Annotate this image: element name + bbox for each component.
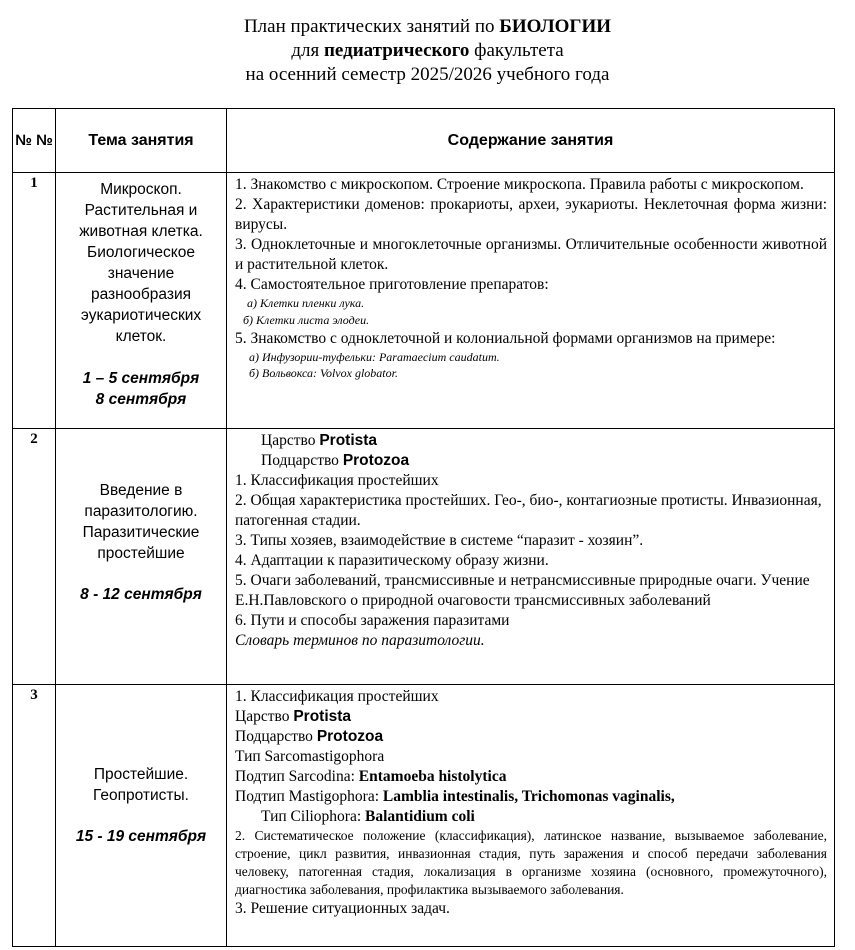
header-topic: Тема занятия [56, 109, 227, 173]
subkingdom-name: Protozoa [316, 728, 384, 745]
topic-cell [56, 685, 227, 947]
table-row [13, 429, 835, 685]
title-text: факультета [469, 40, 564, 61]
table-row [13, 685, 835, 947]
organism-name: Balantidium coli [365, 808, 475, 825]
content-item: 3. Решение ситуационных задач. [235, 900, 450, 917]
organism-name: Lamblia intestinalis, Trichomonas vaginalis, [382, 788, 675, 805]
organism-name: Entamoeba histolytica [358, 768, 507, 785]
kingdom-label: Царство [235, 708, 294, 725]
document-title [0, 15, 855, 87]
title-line-1 [0, 15, 855, 39]
content-item: 3. Одноклеточные и многоклеточные организмы. Отличительные особенности животной и растительной клеток. [235, 236, 827, 273]
topic-title: Микроскоп. Растительная и животная клетка. Биологическое значение разнообразия эукариотических клеток. [79, 181, 203, 345]
content-subkingdom [235, 727, 827, 747]
content-cell [227, 685, 835, 947]
title-line-3: на осенний семестр 2025/2026 учебного года [245, 64, 610, 85]
title-subject: БИОЛОГИИ [499, 16, 612, 37]
content-cell [227, 429, 835, 685]
content-cell [227, 173, 835, 429]
content-subitem: а) Клетки пленки лука. [247, 296, 365, 310]
content-item: 5. Знакомство с одноклеточной и колониальной формами организмов на примере: [235, 330, 776, 347]
topic-date: 1 – 5 сентября [82, 370, 200, 387]
topic-date: 8 сентября [95, 391, 187, 408]
subtype-label: Подтип Sarcodina: [235, 768, 359, 785]
content-type [235, 807, 827, 827]
content-item: 5. Очаги заболеваний, трансмиссивные и нетрансмиссивные природные очаги. Учение Е.Н.Павловского о природной очаговости трансмиссивных заболеваний [235, 572, 810, 609]
content-item: 2. Систематическое положение (классификация), латинское название, вызываемое заболевание, строение, цикл развития, инвазионная стадия, путь заражения и способ передачи заболевания человеку, патогенная стадия, локализация в организме хозяина (основного, промежуточного), диагностика заболевания, профилактика вызываемого заболевания. [235, 828, 827, 897]
content-item: 2. Характеристики доменов: прокариоты, археи, эукариоты. Неклеточная форма жизни: вирусы. [235, 196, 827, 233]
content-subtype [235, 787, 827, 807]
topic-cell [56, 429, 227, 685]
content-item: Словарь терминов по паразитологии. [235, 632, 485, 649]
content-item: 1. Классификация простейших [235, 472, 439, 489]
kingdom-name: Protista [319, 432, 378, 449]
type-label: Тип Ciliophora: [261, 808, 366, 825]
title-text: План практических занятий по [243, 16, 500, 37]
title-text: для [291, 40, 324, 61]
title-line-2 [0, 39, 855, 63]
content-kingdom [235, 707, 827, 727]
table-row [13, 173, 835, 429]
topic-title: Введение в паразитологию. Паразитические простейшие [82, 482, 200, 562]
content-type: Тип Sarcomastigophora [235, 748, 385, 765]
schedule-table [12, 108, 835, 947]
row-number: 3 [13, 685, 56, 947]
header-content: Содержание занятия [227, 109, 835, 173]
subkingdom-name: Protozoa [342, 452, 410, 469]
topic-title: Простейшие. Геопротисты. [93, 766, 189, 804]
content-item: 6. Пути и способы заражения паразитами [235, 612, 510, 629]
topic-date: 8 - 12 сентября [80, 586, 202, 603]
content-item: 1. Знакомство с микроскопом. Строение микроскопа. Правила работы с микроскопом. [235, 176, 804, 193]
content-kingdom [235, 431, 827, 451]
content-subitem: а) Инфузории-туфельки: Paramaecium caudatum. [249, 350, 500, 364]
content-item: 4. Адаптации к паразитическому образу жизни. [235, 552, 549, 569]
subkingdom-label: Подцарство [235, 728, 317, 745]
content-subkingdom [235, 451, 827, 471]
content-subtype [235, 767, 827, 787]
content-item: 4. Самостоятельное приготовление препаратов: [235, 276, 549, 293]
header-num: № № [13, 109, 56, 173]
subkingdom-label: Подцарство [261, 452, 343, 469]
content-item: 1. Классификация простейших [235, 688, 439, 705]
kingdom-name: Protista [293, 708, 352, 725]
content-subitem: б) Вольвокса: Volvox globator. [249, 366, 398, 380]
table-header-row [13, 109, 835, 173]
subtype-label: Подтип Mastigophora: [235, 788, 383, 805]
content-subitem: б) Клетки листа элодеи. [243, 313, 370, 327]
content-item: 3. Типы хозяев, взаимодействие в системе “паразит - хозяин”. [235, 532, 644, 549]
kingdom-label: Царство [261, 432, 320, 449]
topic-cell [56, 173, 227, 429]
row-number: 1 [13, 173, 56, 429]
title-faculty: педиатрического [323, 40, 470, 61]
content-item: 2. Общая характеристика простейших. Гео-, био-, контагиозные протисты. Инвазионная, патогенная стадии. [235, 492, 822, 529]
row-number: 2 [13, 429, 56, 685]
topic-date: 15 - 19 сентября [75, 828, 207, 845]
